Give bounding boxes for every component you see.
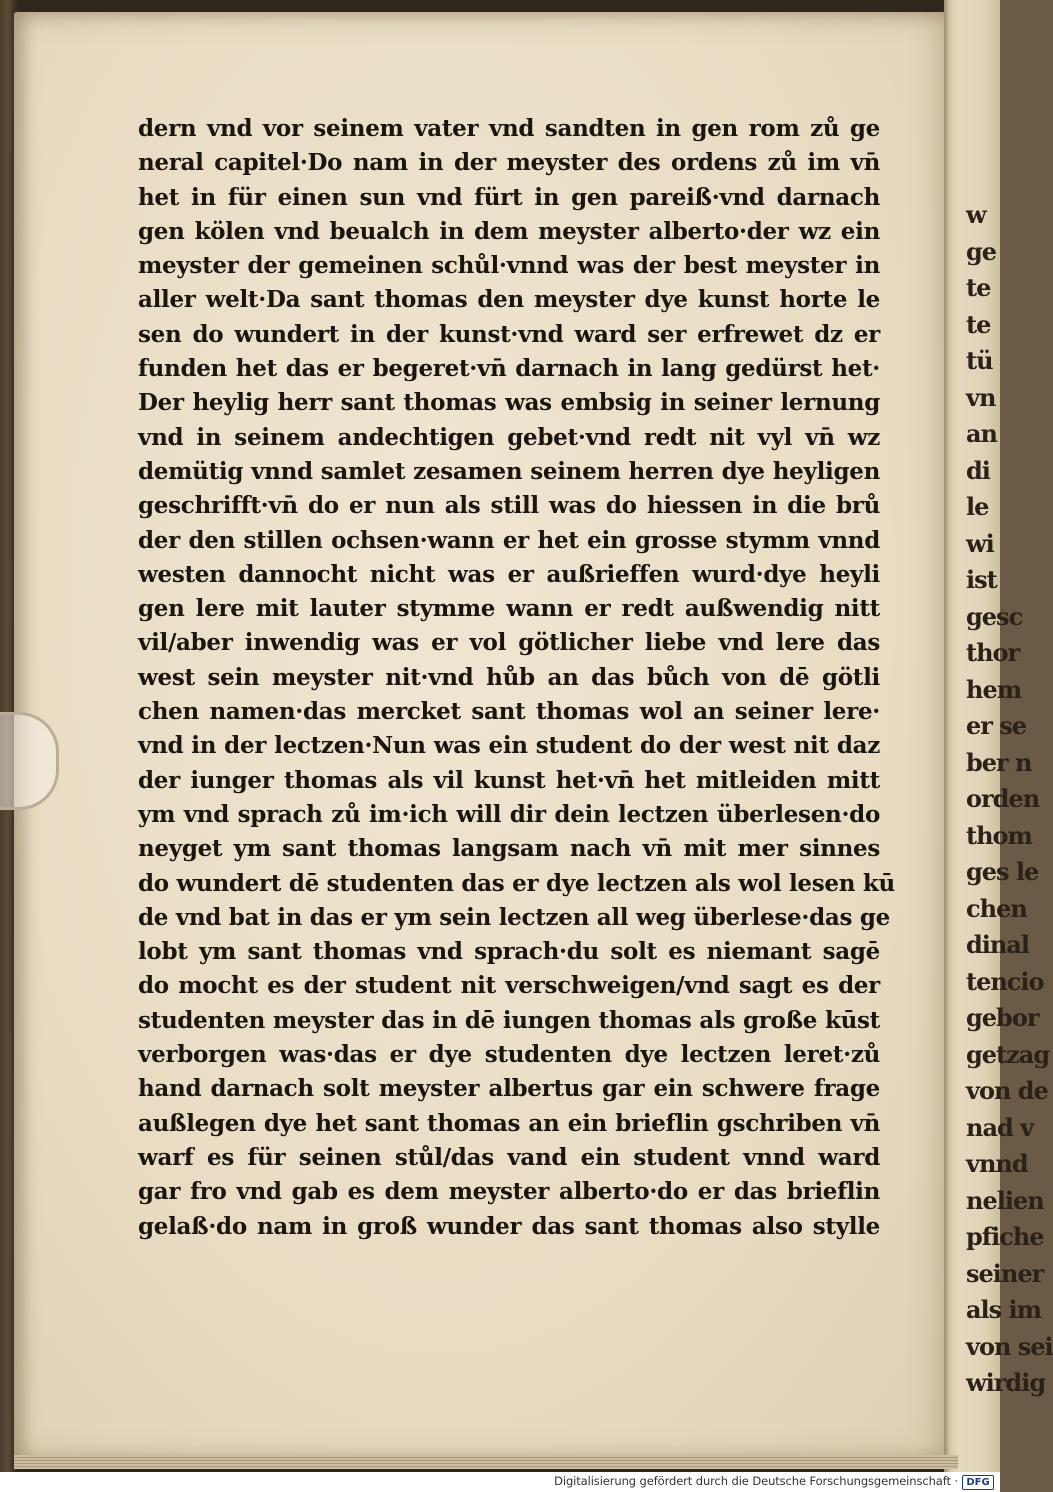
text-line: do mocht es der student nit verschweigen/vnd sagt es der bbox=[138, 972, 880, 1000]
text-line: de vnd bat in das er ym sein lectzen all weg überlese·das ge bbox=[138, 903, 890, 931]
facing-page-fragment: an bbox=[966, 419, 997, 448]
facing-page-fragment: hem bbox=[966, 674, 1022, 704]
facing-page-fragment: von sei bbox=[966, 1331, 1053, 1361]
facing-page-fragment: te bbox=[966, 309, 991, 339]
facing-page-fragment: getzag bbox=[966, 1039, 1050, 1069]
text-line: funden het das er begeret·vn̄ darnach in lang gedürst het· bbox=[138, 355, 880, 383]
facing-page-fragment: dinal bbox=[966, 930, 1030, 959]
facing-page-edge bbox=[958, 40, 1053, 1440]
facing-page-fragment: chen bbox=[966, 893, 1027, 923]
facing-page-fragment: gebor bbox=[966, 1003, 1039, 1032]
text-line: der den stillen ochsen·wann er het ein grosse stymm vnnd bbox=[138, 526, 880, 554]
facing-page-fragment: thom bbox=[966, 820, 1032, 850]
facing-page-fragment: wirdig bbox=[966, 1368, 1046, 1397]
facing-page-fragment: tencio bbox=[966, 966, 1044, 996]
text-line: westen dannocht nicht was er außrieffen wurd·dye heyli bbox=[138, 560, 880, 588]
text-line: hand darnach solt meyster albertus gar ein schwere frage bbox=[138, 1075, 880, 1103]
facing-page-fragment: orden bbox=[966, 784, 1040, 813]
facing-page-fragment: ges le bbox=[966, 857, 1039, 886]
facing-page-fragment: nelien bbox=[966, 1185, 1044, 1215]
facing-page-fragment: als im bbox=[966, 1295, 1042, 1324]
text-line: vnd in der lectzen·Nun was ein student do der west nit daz bbox=[138, 732, 880, 760]
dfg-logo: DFG bbox=[962, 1475, 994, 1490]
text-line: sen do wundert in der kunst·vnd ward ser erfrewet dz er bbox=[138, 320, 880, 348]
text-line: gar fro vnd gab es dem meyster alberto·do er das brieflin bbox=[138, 1178, 880, 1206]
text-line: gen kölen vnd beualch in dem meyster alberto·der wz ein bbox=[138, 217, 880, 245]
text-line: vil/aber inwendig was er vol götlicher liebe vnd lere das bbox=[138, 629, 880, 657]
blackletter-text-block bbox=[138, 112, 895, 1244]
text-line: vnd in seinem andechtigen gebet·vnd redt nit vyl vn̄ wz bbox=[138, 423, 880, 451]
text-line: aller welt·Da sant thomas den meyster dye kunst horte le bbox=[138, 286, 880, 314]
facing-page-fragment: pfiche bbox=[966, 1222, 1044, 1251]
facing-page-fragment: thor bbox=[966, 638, 1020, 667]
text-line: west sein meyster nit·vnd hůb an das bůch von dē götli bbox=[138, 663, 880, 691]
facing-page-fragment: w bbox=[966, 200, 986, 229]
facing-page-fragment: ber n bbox=[966, 747, 1032, 777]
text-line: der iunger thomas als vil kunst het·vn̄ het mitleiden mitt bbox=[138, 766, 880, 794]
text-line: chen namen·das mercket sant thomas wol an seiner lere· bbox=[138, 698, 880, 726]
text-line: warf es für seinen stůl/das vand ein student vnnd ward bbox=[138, 1143, 880, 1171]
text-line: lobt ym sant thomas vnd sprach·du solt es niemant sagē bbox=[138, 938, 880, 966]
facing-page-fragment: le bbox=[966, 492, 989, 521]
text-line: geschrifft·vn̄ do er nun als still was do hiessen in die brů bbox=[138, 492, 880, 520]
text-line: ym vnd sprach zů im·ich will dir dein lectzen überlesen·do bbox=[138, 800, 880, 828]
facing-page-fragment: di bbox=[966, 455, 990, 485]
text-line: verborgen was·das er dye studenten dye lectzen leret·zů bbox=[138, 1041, 880, 1069]
facing-page-fragment: seiner bbox=[966, 1258, 1044, 1288]
text-line: demütig vnnd samlet zesamen seinem herren dye heyligen bbox=[138, 457, 880, 485]
text-line: do wundert dē studenten das er dye lectzen als wol lesen kū bbox=[138, 869, 895, 897]
text-line: gen lere mit lauter stymme wann er redt außwendig nitt bbox=[138, 595, 880, 623]
text-line: studenten meyster das in dē iungen thomas als große kūst bbox=[138, 1006, 880, 1034]
text-line: meyster der gemeinen schůl·vnnd was der best meyster in bbox=[138, 252, 880, 280]
facing-page-fragment: von de bbox=[966, 1076, 1048, 1105]
facing-page-fragment: tü bbox=[966, 346, 993, 375]
facing-page-fragment: ist bbox=[966, 565, 997, 594]
facing-page-fragment: nad v bbox=[966, 1112, 1034, 1142]
text-line: neral capitel·Do nam in der meyster des ordens zů im vn̄ bbox=[138, 149, 880, 177]
facing-page-fragment: wi bbox=[966, 528, 994, 558]
facing-page-fragment: te bbox=[966, 273, 991, 302]
text-line: außlegen dye het sant thomas an ein brieflin gschriben vn̄ bbox=[138, 1109, 880, 1137]
facing-page-fragment: vnnd bbox=[966, 1149, 1028, 1178]
text-line: neyget ym sant thomas langsam nach vn̄ mit mer sinnes bbox=[138, 835, 880, 863]
footer-bar bbox=[0, 1472, 1000, 1492]
text-line: het in für einen sun vnd fürt in gen pareiß·vnd darnach bbox=[138, 183, 880, 211]
page-stack-edge bbox=[14, 1455, 958, 1469]
text-line: Der heylig herr sant thomas was embsig in seiner lernung bbox=[138, 389, 880, 417]
facing-page-fragment: er se bbox=[966, 711, 1027, 740]
funding-credit: Digitalisierung gefördert durch die Deutsche Forschungsgemeinschaft · bbox=[554, 1474, 958, 1488]
text-line: dern vnd vor seinem vater vnd sandten in gen rom zů ge bbox=[138, 115, 880, 142]
facing-page-fragment: gesc bbox=[966, 601, 1023, 631]
facing-page-fragment: ge bbox=[966, 236, 997, 266]
facing-page-fragment: vn bbox=[966, 382, 996, 412]
text-line: gelaß·do nam in groß wunder das sant thomas also stylle bbox=[138, 1212, 880, 1240]
